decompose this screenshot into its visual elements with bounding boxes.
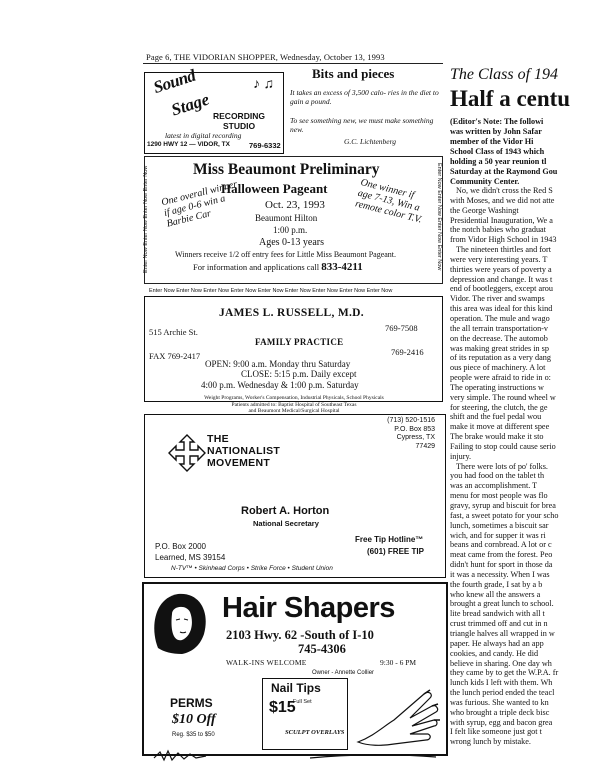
article-body-line: meat came from the forest. Peo bbox=[450, 550, 553, 560]
pageant-ad bbox=[143, 156, 443, 294]
article-body-line: this area was ideal for this kind bbox=[450, 304, 553, 314]
article-body-line: gravy, syrup and biscuit for brea bbox=[450, 501, 556, 510]
nationalist-phone: (713) 520-1516 bbox=[387, 417, 435, 424]
article-body-line: beans and cornbread. A lot or c bbox=[450, 540, 552, 550]
perms-regular-price: Reg. $35 to $50 bbox=[172, 732, 215, 738]
doctor-practice: FAMILY PRACTICE bbox=[255, 337, 344, 347]
doctor-fax: FAX 769-2417 bbox=[149, 351, 201, 361]
hair-phone: 745-4306 bbox=[298, 642, 346, 656]
nationalist-city: Learned, MS 39154 bbox=[155, 553, 226, 562]
nationalist-affiliates: N-TV™ • Skinhead Corps • Strike Force • Student Union bbox=[171, 565, 333, 572]
article-body-line: crust trimmed off and cut in n bbox=[450, 619, 548, 629]
editor-note-line: member of the Vidor Hi bbox=[450, 137, 534, 146]
decorative-scribble bbox=[150, 748, 440, 762]
article-body-line: the fourth grade, I sat by a b bbox=[450, 579, 543, 589]
article-body-line: with Moses, and we did not atte bbox=[450, 195, 555, 205]
article-body-line: There were lots of po' folks. bbox=[456, 461, 548, 471]
editor-note-line: Saturday at the Raymond Gou bbox=[450, 167, 558, 176]
article-body-line: the all terrain transportation-v bbox=[450, 323, 548, 333]
perms-label: PERMS bbox=[170, 696, 213, 710]
hair-owner: Owner - Annette Collier bbox=[312, 670, 375, 676]
article-body-line: on the decrease. The automob bbox=[450, 333, 548, 343]
article-headline: Half a centu bbox=[450, 86, 571, 111]
article-body-line: ous piece of machinery. A lot bbox=[450, 363, 546, 373]
pageant-info bbox=[193, 261, 363, 273]
article-body-line: make it move at different spee bbox=[450, 422, 550, 432]
woman-portrait-illustration bbox=[148, 588, 214, 656]
article-body-line: thirties were years of poverty a bbox=[450, 264, 552, 274]
article-body-line: you had food on the tablet th bbox=[450, 471, 545, 481]
pageant-side-text-left: Enter Now Enter Now Enter Now Enter Now bbox=[143, 165, 149, 273]
perms-price: $10 Off bbox=[172, 712, 216, 727]
article-editor-note bbox=[450, 117, 592, 187]
pageant-date: Oct. 23, 1993 bbox=[265, 199, 325, 211]
pageant-phone: 833-4211 bbox=[321, 261, 363, 273]
nail-tips-full-set: Full Set bbox=[293, 699, 312, 705]
article-body-line: it was a necessity. When I was bbox=[450, 569, 550, 579]
doctor-name: JAMES L. RUSSELL, M.D. bbox=[219, 307, 364, 319]
article-body-line: who brought a triple deck bisc bbox=[450, 707, 550, 717]
article-body-line: shift and the fuel pedal wou bbox=[450, 412, 542, 422]
hair-brand: Hair Shapers bbox=[222, 592, 395, 624]
bits-quote-1: It takes an excess of 3,500 calo- ries in the diet to gain a pound. bbox=[290, 88, 439, 106]
editor-note-line: holding a 50 year reunion tl bbox=[450, 157, 547, 166]
sound-recording-label: RECORDING bbox=[213, 111, 265, 121]
article-body-line: The nineteen thirtles and fort bbox=[456, 245, 552, 255]
article-body-line: was an accomplishment. T bbox=[450, 481, 538, 491]
article-body-line: the lunch period ended the teacl bbox=[450, 688, 555, 698]
article-body-line: The brake would make it sto bbox=[450, 432, 544, 442]
article-body-line: I felt like someone just got t bbox=[450, 727, 542, 737]
article-body-line: people were afraid to ride in o: bbox=[450, 373, 551, 383]
article-body-line: fast, a sweet potato for your scho bbox=[450, 510, 559, 520]
bits-title: Bits and pieces bbox=[312, 66, 395, 81]
pageant-subtitle: Halloween Pageant bbox=[221, 181, 328, 196]
hair-address: 2103 Hwy. 62 -South of I-10 bbox=[226, 628, 374, 642]
music-note-icon: ♪ ♫ bbox=[253, 77, 274, 92]
article-body bbox=[450, 186, 592, 761]
article-body-line: who knew all the answers a bbox=[450, 589, 541, 599]
doctor-phone-2: 769-2416 bbox=[391, 347, 424, 357]
article-body-line: was furious. She wanted to kn bbox=[450, 697, 549, 707]
sound-logo-word-1: Sound bbox=[151, 65, 198, 98]
sound-stage-ad bbox=[144, 65, 284, 154]
nationalist-hotline: Free Tip Hotline™ bbox=[355, 535, 424, 544]
hair-hours: 9:30 - 6 PM bbox=[380, 658, 417, 667]
article-body-line: the George Washingt bbox=[450, 205, 519, 215]
nationalist-line-1: THE bbox=[207, 433, 229, 445]
pageant-side-text-right: Enter Now Enter Now Enter Now Enter Now bbox=[436, 163, 442, 271]
article-body-line: Vidor. The river and swamps bbox=[450, 294, 545, 304]
pageant-title: Miss Beaumont Preliminary bbox=[193, 161, 380, 178]
pageant-venue: Beaumont Hilton bbox=[255, 213, 318, 223]
article-body-line: brought a great lunch to school. bbox=[450, 599, 554, 609]
nail-tips-box bbox=[262, 678, 348, 750]
article-body-line: wrong lunch by mistake. bbox=[450, 737, 531, 747]
article-body-line: they came by to get the W.P.A. fr bbox=[450, 668, 559, 678]
sound-phone: 769-6332 bbox=[249, 141, 281, 150]
page-header: Page 6, THE VIDORIAN SHOPPER, Wednesday, October 13, 1993 bbox=[146, 52, 385, 62]
nationalist-city-tx: Cypress, TX bbox=[396, 434, 435, 441]
article-body-line: cookies, and candy. He did bbox=[450, 648, 539, 658]
hair-walkins: WALK-INS WELCOME bbox=[226, 658, 307, 667]
article-kicker: The Class of 194 bbox=[450, 66, 559, 83]
sound-logo-word-2: Stage bbox=[168, 89, 212, 120]
pageant-left-prize: One overall winner if age 0-6 win a Barbie Car bbox=[160, 178, 239, 230]
header-rule bbox=[143, 63, 443, 64]
article-body-line: from Vidor High School in 1943 bbox=[450, 235, 557, 245]
nationalist-contact-tx bbox=[369, 417, 435, 451]
article-body-line: Failing to stop could cause serio bbox=[450, 441, 556, 451]
article-body-line: lunch, sometimes a biscuit sar bbox=[450, 520, 549, 530]
nationalist-freetip: (601) FREE TIP bbox=[367, 547, 424, 556]
article-body-line: very simple. The round wheel w bbox=[450, 392, 556, 402]
article-body-line: lite bread sandwich with all t bbox=[450, 609, 545, 619]
doctor-hours-open: OPEN: 9:00 a.m. Monday thru Saturday bbox=[205, 359, 351, 369]
pageant-time: 1:00 p.m. bbox=[273, 225, 308, 235]
nationalist-zip-tx: 77429 bbox=[415, 442, 435, 450]
article-body-line: with syrup, egg and bacon grea bbox=[450, 717, 553, 727]
article-body-line: the notch babies who graduat bbox=[450, 225, 546, 235]
nationalist-pobox: P.O. Box 2000 bbox=[155, 542, 206, 551]
article-body-line: end of bootleggers, except arou bbox=[450, 284, 553, 294]
nationalist-pobox-tx: P.O. Box 853 bbox=[394, 425, 435, 433]
nationalist-name bbox=[207, 433, 280, 469]
nationalist-person-title: National Secretary bbox=[253, 519, 319, 528]
pageant-bottom-strip: Enter Now Enter Now Enter Now Enter Now Enter Now Enter Now Enter Now Enter Now Enter Now bbox=[149, 288, 393, 294]
doctor-hours-close: CLOSE: 5:15 p.m. Daily except bbox=[241, 369, 357, 379]
sound-address: 1290 HWY 12 — VIDOR, TX bbox=[147, 141, 230, 148]
sculpt-overlays: SCULPT OVERLAYS bbox=[285, 729, 345, 736]
article-body-line: The operating instructions w bbox=[450, 382, 544, 392]
nationalist-ad bbox=[144, 414, 446, 578]
russell-ad bbox=[144, 296, 443, 414]
article-body-line: menu for most people was flo bbox=[450, 491, 548, 501]
nationalist-person: Robert A. Horton bbox=[241, 505, 330, 517]
article-body-line: depression and change. It was t bbox=[450, 274, 553, 284]
doctor-street: 515 Archie St. bbox=[149, 327, 198, 337]
article-body-line: injury. bbox=[450, 451, 472, 461]
doctor-hours-exceptions: 4:00 p.m. Wednesday & 1:00 p.m. Saturday bbox=[201, 380, 359, 390]
sound-tagline: latest in digital recording bbox=[165, 131, 242, 140]
article-body-line: wich, and for supper it was ri bbox=[450, 530, 546, 540]
editor-note-line: (Editor's Note: The followi bbox=[450, 117, 544, 126]
pageant-right-prize: One winner if age 7-13, Win a remote color T.V. bbox=[354, 177, 423, 226]
article-body-line: believe in sharing. One day wh bbox=[450, 658, 552, 668]
article-body-line: were very interesting years. T bbox=[450, 254, 548, 264]
doctor-note-line-3: and Beaumont Medical/Surgical Hospital bbox=[248, 408, 340, 414]
nail-tips-label: Nail Tips bbox=[271, 681, 321, 695]
article-body-line: No, we didn't cross the Red S bbox=[456, 186, 553, 195]
doctor-services-note bbox=[149, 395, 439, 415]
article-body-line: operation. The mule and wago bbox=[450, 313, 550, 323]
article-body-line: triangle halves all wrapped in w bbox=[450, 628, 555, 638]
nationalist-line-2: NATIONALIST bbox=[207, 445, 281, 457]
pageant-info-text: For information and applications call bbox=[193, 262, 320, 272]
pageant-winners-note: Winners receive 1/2 off entry fees for Little Miss Beaumont Pageant. bbox=[175, 250, 397, 259]
sound-studio-label: STUDIO bbox=[223, 121, 256, 131]
editor-note-line: School Class of 1943 which bbox=[450, 147, 545, 156]
bits-quote-2: To see something new, we must make something new. bbox=[290, 116, 434, 134]
article-body-line: paper. He always had an app bbox=[450, 638, 544, 648]
nail-tips-price: $15 bbox=[269, 699, 296, 716]
doctor-phone-1: 769-7508 bbox=[385, 323, 418, 333]
pageant-ages: Ages 0-13 years bbox=[259, 237, 324, 248]
article-body-line: was making great strides in sp bbox=[450, 343, 549, 353]
article-body-line: of its reputation as a very dang bbox=[450, 353, 551, 363]
arrows-cross-icon bbox=[167, 433, 207, 473]
article-body-line: didn't hunt for sport in those da bbox=[450, 560, 553, 570]
manicured-hand-illustration bbox=[354, 680, 440, 748]
article-body-line: for steering, the clutch, the ge bbox=[450, 402, 548, 412]
article-body-line: lunch kids I left with them. Wh bbox=[450, 678, 553, 688]
editor-note-line: was written by John Safar bbox=[450, 127, 542, 136]
doctor-note-line-2: Patients admitted to: Baptist Hospital of Southeast Texas bbox=[231, 401, 357, 408]
hair-shapers-ad bbox=[142, 582, 448, 756]
doctor-note-line-1: Weight Programs, Worker's Compensation, Industrial Physicals, School Physicals bbox=[204, 395, 384, 401]
article-body-line: Presidential Inauguration, We a bbox=[450, 215, 553, 225]
bits-author: G.C. Lichtenberg bbox=[344, 137, 397, 146]
editor-note-line: Community Center. bbox=[450, 177, 520, 186]
nationalist-line-3: MOVEMENT bbox=[207, 457, 271, 469]
